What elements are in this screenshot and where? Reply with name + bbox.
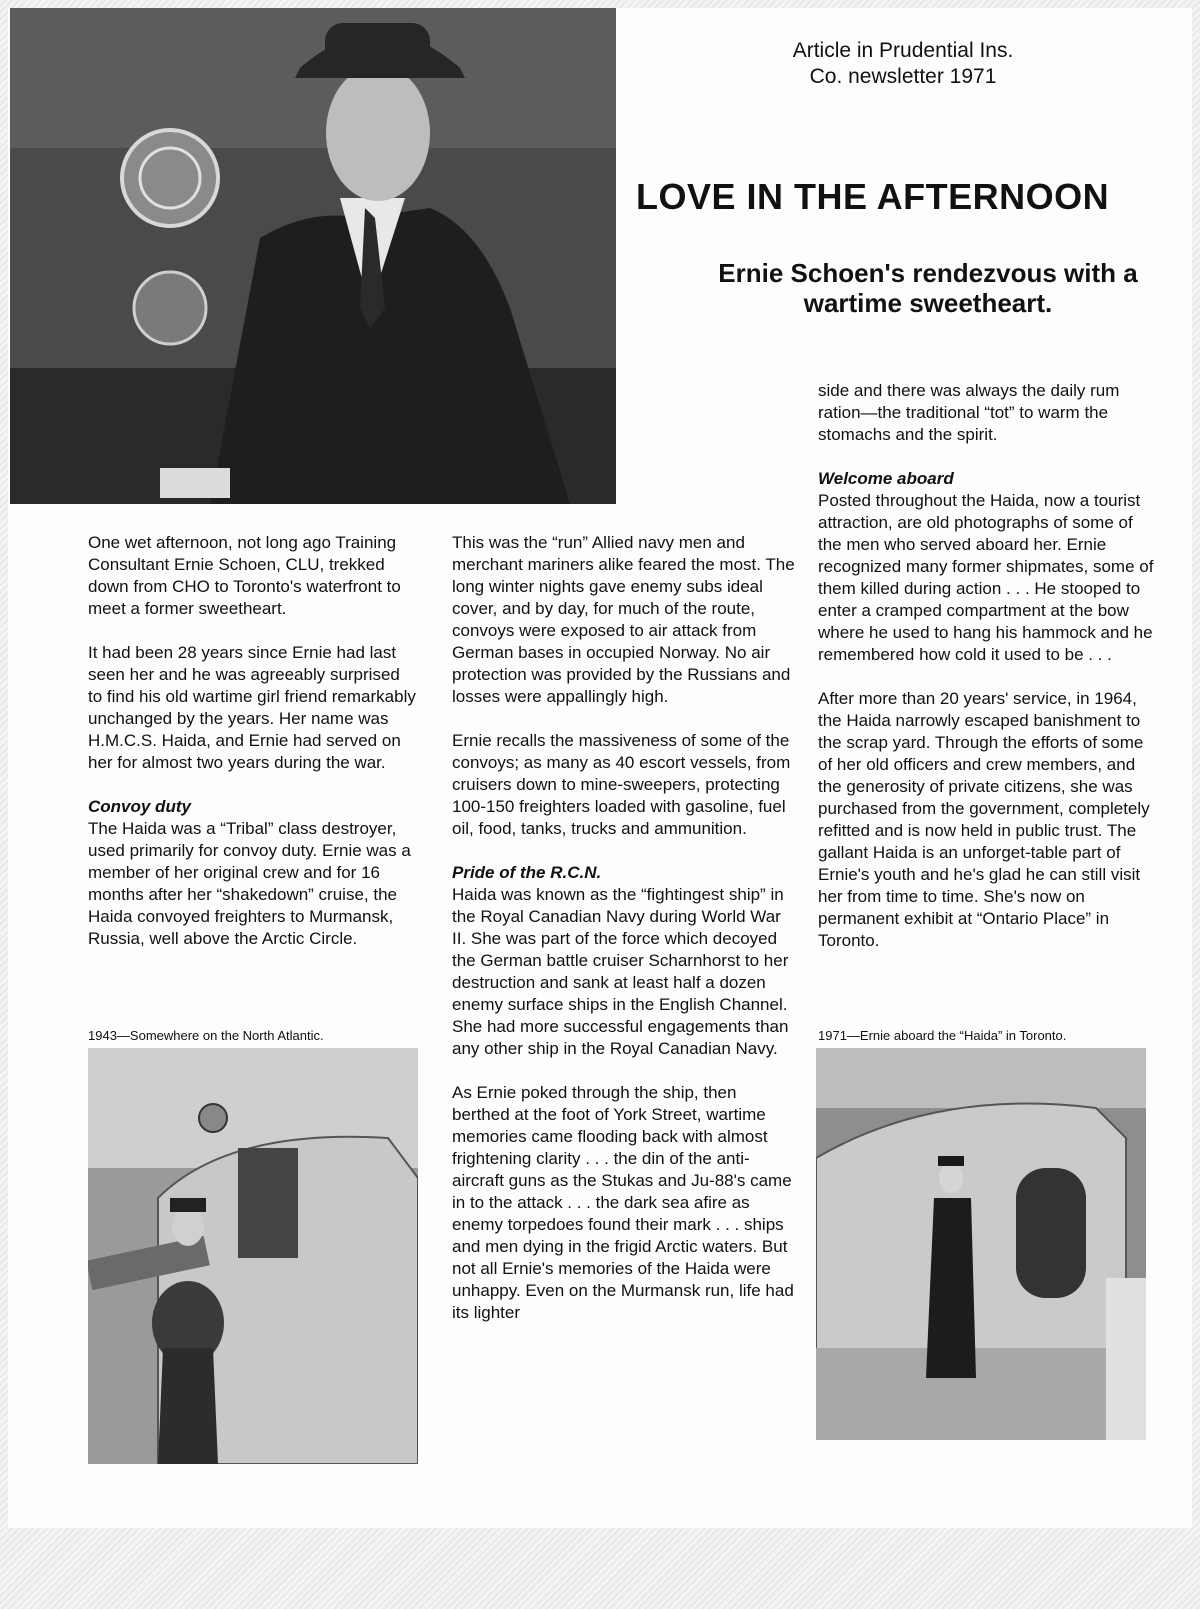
column-1 [88, 532, 418, 972]
photo-1943-illustration [88, 1048, 418, 1464]
photo-1971-ernie-aboard-haida [816, 1048, 1146, 1440]
photo-1971-illustration [816, 1048, 1146, 1440]
col1-heading-convoy-duty: Convoy duty [88, 797, 191, 816]
portrait-illustration [10, 8, 616, 504]
col1-paragraph-1: One wet afternoon, not long ago Training Consultant Ernie Schoen, CLU, trekked down from CHO to Toronto's waterfront to meet a former sweetheart. [88, 533, 401, 618]
col2-paragraph-4: As Ernie poked through the ship, then berthed at the foot of York Street, wartime memories came flooding back with almost frightening clarity . . . the din of the anti-aircraft guns as the Stukas and Ju-88's came in to the attack . . . the dark sea afire as enemy torpedoes found their mark . . . ships and men dying in the frigid Arctic waters. But not all Ernie's memories of the Haida were unhappy. Even on the Murmansk run, life had its lighter [452, 1083, 794, 1322]
col2-paragraph-1: This was the “run” Allied navy men and merchant mariners alike feared the most. The long winter nights gave enemy subs ideal cover, and by day, for much of the route, convoys were exposed to air attack from German bases in occupied Norway. No air protection was provided by the Russians and losses were appallingly high. [452, 533, 795, 706]
photo-caption-1943: 1943—Somewhere on the North Atlantic. [88, 1028, 324, 1043]
source-note: Article in Prudential Ins. Co. newsletter 1971 [792, 39, 1014, 88]
article-subhead: Ernie Schoen's rendezvous with a wartime sweetheart. [718, 258, 1138, 318]
col2-paragraph-3: Haida was known as the “fightingest ship” in the Royal Canadian Navy during World War II. She was part of the force which decoyed the German battle cruiser Scharnhorst to her destruction and sank at least half a dozen enemy surface ships in the English Channel. She had more successful engagements than any other ship in the Royal Canadian Navy. [452, 885, 789, 1058]
col3-paragraph-2: Posted throughout the Haida, now a tourist attraction, are old photographs of some of the men who served aboard her. Ernie recognized many former shipmates, some of them killed during action . . . He stooped to enter a cramped compartment at the bow where he used to hang his hammock and he remembered how cold it used to be . . . [818, 491, 1154, 664]
photo-caption-1971: 1971—Ernie aboard the “Haida” in Toronto. [818, 1028, 1067, 1043]
col1-paragraph-2: It had been 28 years since Ernie had last seen her and he was agreeably surprised to find his old wartime girl friend remarkably unchanged by the years. Her name was H.M.C.S. Haida, and Ernie had served on her for almost two years during the war. [88, 643, 416, 772]
column-2 [452, 532, 797, 1346]
article-headline: LOVE IN THE AFTERNOON [636, 176, 1110, 217]
photo-1943-gun-turret [88, 1048, 418, 1464]
col1-paragraph-3: The Haida was a “Tribal” class destroyer, used primarily for convoy duty. Ernie was a member of her original crew and for 16 months after her “shakedown” cruise, the Haida convoyed freighters to Murmansk, Russia, well above the Arctic Circle. [88, 819, 411, 948]
portrait-photo [10, 8, 616, 504]
col3-paragraph-3: After more than 20 years' service, in 1964, the Haida narrowly escaped banishment to the scrap yard. Through the efforts of some of her old officers and crew members, and the generosity of private citizens, she was purchased from the government, completely refitted and is now held in public trust. The gallant Haida is an unforget-table part of Ernie's youth and he's glad he can still visit her from time to time. She's now on permanent exhibit at “Ontario Place” in Toronto. [818, 689, 1150, 950]
col3-paragraph-1: side and there was always the daily rum ration—the traditional “tot” to warm the stomachs and the spirit. [818, 381, 1120, 444]
col2-paragraph-2: Ernie recalls the massiveness of some of the convoys; as many as 40 escort vessels, from cruisers down to mine-sweepers, protecting 100-150 freighters loaded with gasoline, fuel oil, food, tanks, trucks and ammunition. [452, 731, 791, 838]
col2-heading-pride-of-rcn: Pride of the R.C.N. [452, 863, 602, 882]
column-3 [818, 380, 1158, 974]
newsletter-page [8, 8, 1192, 1528]
col3-heading-welcome-aboard: Welcome aboard [818, 469, 954, 488]
